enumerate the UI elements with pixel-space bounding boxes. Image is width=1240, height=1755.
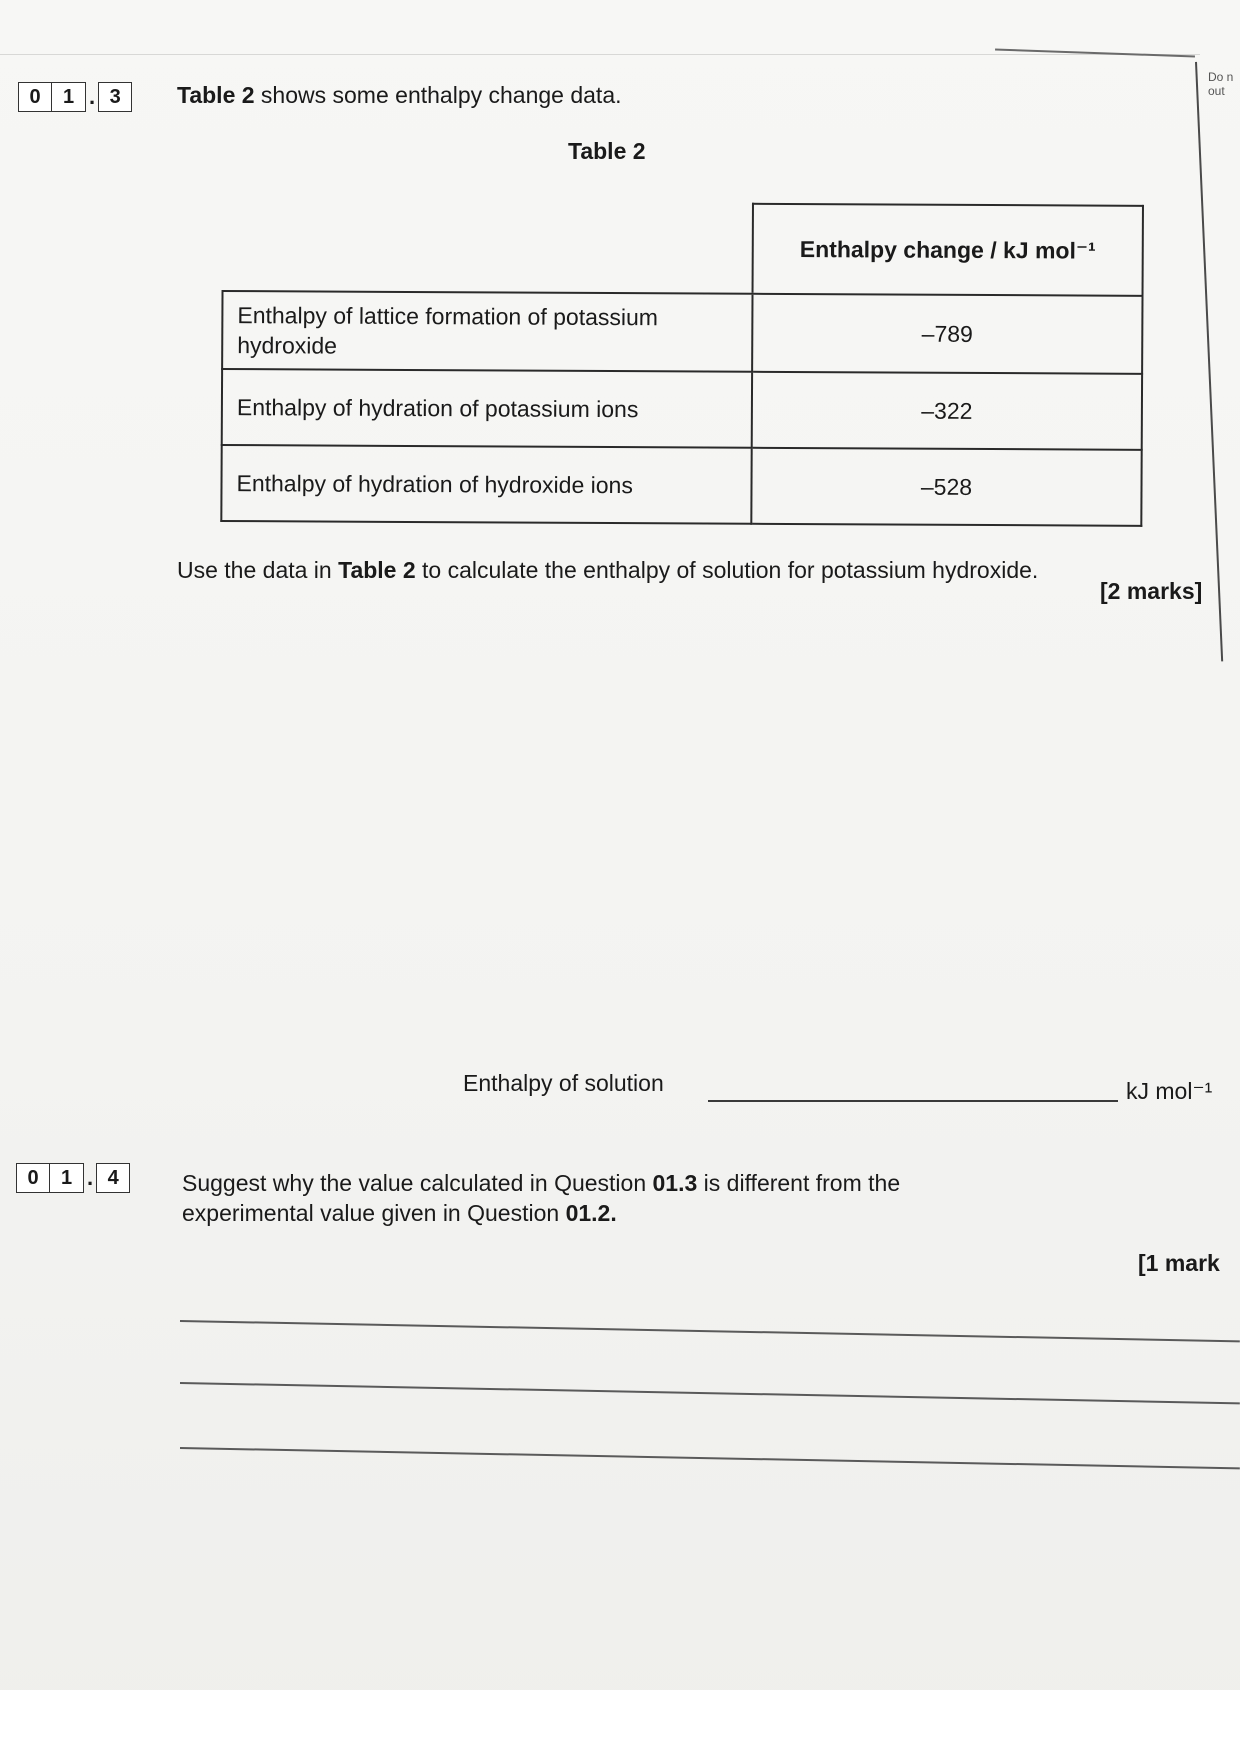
answer-unit: kJ mol⁻¹ (1126, 1078, 1213, 1104)
table-row-label: Enthalpy of hydration of potassium ions (222, 369, 752, 448)
answer-writing-line[interactable] (180, 1382, 1240, 1404)
question-01-3-intro (177, 80, 622, 110)
answer-writing-line[interactable] (180, 1320, 1240, 1342)
question-01-4-line-1 (182, 1168, 900, 1198)
instruction-table-ref: Table 2 (338, 557, 416, 583)
table-header-blank (223, 201, 753, 294)
table-title: Table 2 (568, 138, 646, 164)
question-number-01-4 (16, 1163, 130, 1193)
q014-text-2: is different from the (697, 1170, 901, 1196)
margin-note (1208, 70, 1240, 98)
question-digit: 1 (50, 1163, 84, 1193)
instruction-pre: Use the data in (177, 557, 339, 583)
marks-label-01-3: [2 marks] (1100, 578, 1203, 604)
question-dot: . (89, 84, 96, 109)
q014-text-1: Suggest why the value calculated in Question (182, 1170, 653, 1196)
table-row (222, 291, 1142, 374)
answer-line[interactable] (708, 1100, 1118, 1102)
table-row (222, 369, 1142, 450)
question-01-4-text (182, 1168, 900, 1228)
table-row-value: –789 (752, 294, 1142, 374)
table-row-value: –322 (752, 372, 1142, 450)
question-digit: 4 (96, 1163, 130, 1193)
table-row-label: Enthalpy of lattice formation of potassium hydroxide (222, 291, 752, 372)
table-header-enthalpy: Enthalpy change / kJ mol⁻¹ (753, 204, 1143, 296)
enthalpy-table (220, 200, 1144, 527)
margin-note-line-2: out (1208, 84, 1225, 98)
question-01-4-line-2 (182, 1198, 900, 1228)
question-01-3-instruction (177, 555, 1038, 585)
intro-text: shows some enthalpy change data. (254, 82, 622, 108)
page-bottom-margin (0, 1690, 1240, 1755)
question-digit: 3 (98, 82, 132, 112)
instruction-post: to calculate the enthalpy of solution for potassium hydroxide. (415, 557, 1039, 583)
table-row-label: Enthalpy of hydration of hydroxide ions (221, 445, 751, 524)
question-digit: 0 (16, 1163, 50, 1193)
question-digit: 0 (18, 82, 52, 112)
answer-label: Enthalpy of solution (463, 1070, 664, 1096)
question-number-01-3 (18, 82, 132, 112)
question-dot: . (87, 1165, 94, 1190)
table-header-row (223, 201, 1143, 296)
table-row-value: –528 (751, 448, 1141, 526)
marks-label-01-4: [1 mark (1138, 1250, 1220, 1276)
question-digit: 1 (52, 82, 86, 112)
margin-rule (1195, 62, 1223, 662)
q014-ref-1: 01.3 (652, 1170, 698, 1196)
q014-text-3: experimental value given in Question (182, 1200, 566, 1226)
page-top-edge (0, 54, 1200, 55)
answer-writing-line[interactable] (180, 1447, 1240, 1469)
table-row (221, 445, 1141, 526)
q014-ref-2: 01.2. (565, 1200, 617, 1226)
margin-note-line-1: Do n (1208, 70, 1234, 84)
table-ref: Table 2 (177, 82, 255, 108)
margin-top-rule (995, 49, 1195, 58)
